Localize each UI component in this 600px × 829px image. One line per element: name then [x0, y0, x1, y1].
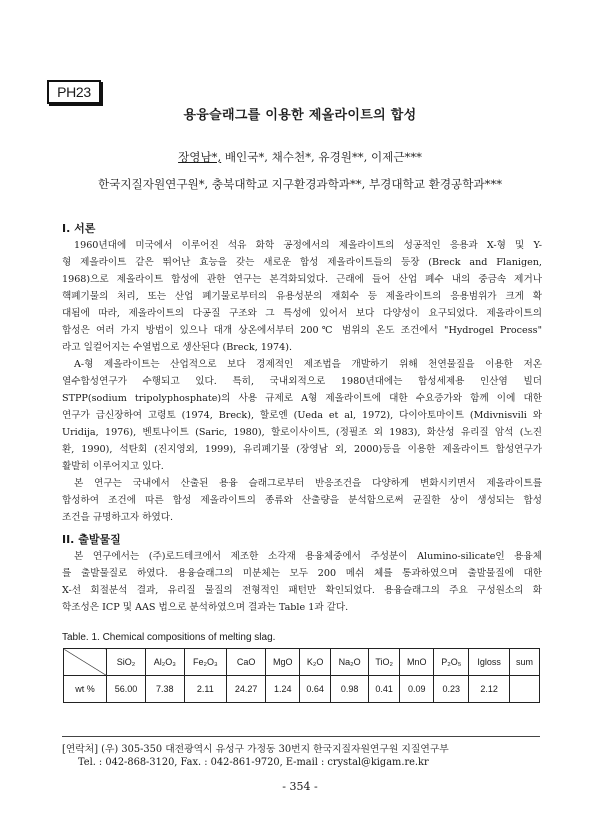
table-caption: Table. 1. Chemical compositions of melting slag. — [62, 632, 276, 643]
contact-address: [연락처] (우) 305-350 대전광역시 유성구 가정동 30번지 한국지질자원연구원 지질연구부 — [62, 744, 449, 755]
table-cell: 24.27 — [227, 676, 266, 703]
column-header: Al₂O₃ — [146, 649, 184, 676]
text-line: 학조성은 ICP 및 AAS 법으로 분석하였으며 결과는 Table 1과 같다. — [62, 602, 349, 613]
intro-paragraph-1 — [62, 237, 542, 356]
materials-paragraph — [62, 548, 542, 616]
intro-paragraph-2 — [62, 356, 542, 475]
text-line: Uridija, 1976), 벤토나이트 (Saric, 1980), 할로이사이트, (정필조 외 1983), 화산성 유리질 암석 (노진 — [62, 427, 542, 438]
composition-table — [63, 648, 540, 703]
footer-divider — [62, 736, 540, 737]
text-line: 형 제올라이트 같은 뛰어난 효능을 갖는 새로운 합성 제올라이트들의 등장 (Breck and Flanigen, — [62, 257, 542, 268]
text-line: 환, 1990), 석탄회 (진지영외, 1999), 유리폐기물 (장영남 외, 2000)등을 이용한 제올라이트 합성연구가 — [62, 444, 542, 455]
column-header: P₂O₅ — [434, 649, 469, 676]
affiliations: 한국지질자원연구원*, 충북대학교 지구환경과학과**, 부경대학교 환경공학과*** — [97, 177, 503, 191]
text-line: 조건을 규명하고자 하였다. — [62, 512, 174, 523]
text-line: 열수합성연구가 수행되고 있다. 특히, 국내외적으로 1980년대에는 합성세제용 인산염 빌더 — [62, 376, 542, 387]
text-line: 본 연구에서는 (주)로드테크에서 제조한 소각재 용융체중에서 주성분이 Alumino-silicate인 용융체 — [74, 551, 542, 562]
section-heading-materials: II. 출발물질 — [62, 533, 121, 546]
table-cell: 56.00 — [107, 676, 146, 703]
table-cell: 2.11 — [184, 676, 227, 703]
text-line: A-형 제올라이트는 산업적으로 보다 경제적인 제조법을 개발하기 위해 천연물질을 이용한 저온 — [74, 359, 542, 370]
co-authors: 배인국*, 채수천*, 유경원**, 이제근*** — [221, 150, 422, 164]
table-cell: 0.98 — [331, 676, 369, 703]
text-line: 대됨에 따라, 제올라이트의 다공질 구조와 그 특성에 있어서 보다 다양성이 요구되었다. 제올라이트의 — [62, 308, 542, 319]
table-cell: 0.64 — [300, 676, 331, 703]
table-cell: 2.12 — [469, 676, 510, 703]
first-author: 장영남*, — [178, 150, 222, 164]
table-cell: 0.41 — [369, 676, 400, 703]
text-line: 1960년대에 미국에서 이루어진 석유 화학 공정에서의 제올라이트의 성공적인 응용과 X-형 및 Y- — [74, 240, 542, 251]
contact-phone-email: Tel. : 042-868-3120, Fax. : 042-861-9720, E-mail : crystal@kigam.re.kr — [78, 757, 429, 768]
text-line: 핵폐기물의 처리, 또는 산업 폐기물로부터의 유용성분의 재회수 등 제올라이트의 응용범위가 크게 확 — [62, 291, 542, 302]
table-cell: 0.09 — [400, 676, 434, 703]
table-cell: 0.23 — [434, 676, 469, 703]
column-header: MgO — [266, 649, 300, 676]
column-header: sum — [510, 649, 540, 676]
text-line: 를 출발물질로 하였다. 용융슬래그의 미분체는 모두 200 메쉬 체를 통과하였으며 출발물질에 대한 — [62, 568, 542, 579]
column-header: K₂O — [300, 649, 331, 676]
text-line: 합성하여 조건에 따른 합성 제올라이트의 종류와 산출량을 분석함으로써 균질한 상이 생성되는 합성 — [62, 495, 542, 506]
page-number: - 354 - — [282, 780, 318, 793]
presentation-code-badge: PH23 — [47, 80, 101, 104]
table-cell — [510, 676, 540, 703]
section-heading-intro: I. 서론 — [62, 222, 96, 235]
text-line: 1968)으로 제올라이트 합성에 관한 연구는 본격화되었다. 근래에 들어 산업 폐수 내의 중금속 제거나 — [62, 274, 542, 285]
column-header: TiO₂ — [369, 649, 400, 676]
column-header: Igloss — [469, 649, 510, 676]
column-header: SiO₂ — [107, 649, 146, 676]
corner-cell — [64, 649, 107, 676]
row-label: wt % — [64, 676, 107, 703]
intro-paragraph-3 — [62, 475, 542, 526]
table-row — [64, 676, 540, 703]
table-cell: 7.38 — [146, 676, 184, 703]
column-header: MnO — [400, 649, 434, 676]
table-cell: 1.24 — [266, 676, 300, 703]
paper-title: 용융슬래그를 이용한 제올라이트의 합성 — [183, 108, 417, 123]
column-header: CaO — [227, 649, 266, 676]
column-header: Na₂O — [331, 649, 369, 676]
text-line: 활발히 이루어지고 있다. — [62, 461, 164, 472]
column-header: Fe₂O₃ — [184, 649, 227, 676]
text-line: 합성은 여러 가지 방법이 있으나 대개 상온에서부터 200℃ 범위의 온도 조건에서 "Hydrogel Process" — [62, 325, 542, 336]
text-line: 라고 일컬어지는 수열법으로 생산된다 (Breck, 1974). — [62, 342, 293, 353]
text-line: 연구가 급신장하여 고령토 (1974, Breck), 할로엔 (Ueda et al, 1972), 다이아토마이트 (Mdivnisvili 와 — [62, 410, 542, 421]
table-header-row — [64, 649, 540, 676]
text-line: STPP(sodium tripolyphosphate)의 사용 규제로 A형 제올라이트에 대한 수요증가와 함께 이에 대한 — [62, 393, 542, 404]
author-list — [0, 149, 600, 165]
text-line: 본 연구는 국내에서 산출된 용융 슬래그로부터 반응조건을 다양하게 변화시키면서 제올라이트를 — [74, 478, 542, 489]
text-line: X-선 회절분석 결과, 유리질 물질의 전형적인 패턴만 확인되었다. 용융슬래그의 주요 구성원소의 화 — [62, 585, 542, 596]
